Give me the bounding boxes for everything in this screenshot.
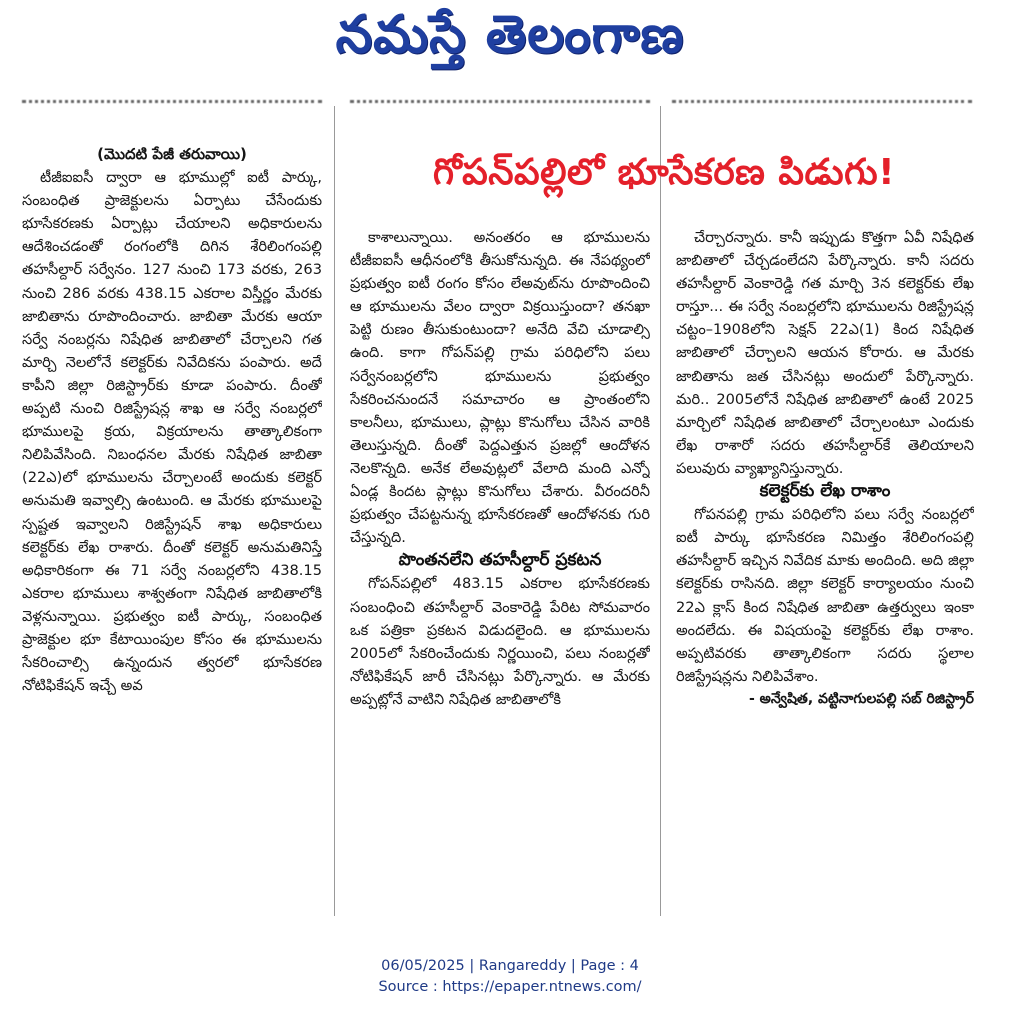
article-column-2 (350, 226, 650, 916)
clipped-text-row (22, 92, 322, 104)
column-divider (334, 106, 335, 916)
body-paragraph: కాశాలున్నాయి. అనంతరం ఆ భూములను టీజీఐఐసీ ఆధీనంలోకి తీసుకోనున్నది. ఈ నేపథ్యంలో ప్రభుత్వం ఐటీ రంగం కోసం లేఅవుట్‌ను రూపొందించి ఆ భూములను వేలం ద్వారా విక్రయిస్తుందా? తనఖా పెట్టి రుణం తీసుకుంటుందా? అనేది వేచి చూడాల్సి ఉంది. కాగా గోపన్‌పల్లి గ్రామ పరిధిలోని పలు సర్వేనంబర్లలోని భూములను ప్రభుత్వం సేకరించనుందనే సమాచారం ఆ ప్రాంతంలోని కాలనీలు, భూములు, ప్లాట్లు కొనుగోలు చేసిన వారికి తెలుస్తున్నది. దీంతో పెద్దఎత్తున ప్రజల్లో ఆందోళన నెలకొన్నది. అనేక లేఅవుట్లలో వేలాది మంది ఎన్నో ఏండ్ల కిందట ప్లాట్లు కొనుగోలు చేశారు. వీరందరినీ ప్రభుత్వం చేపట్టనున్న భూసేకరణతో ఆందోళనకు గురి చేస్తున్నది. (350, 229, 650, 547)
clipped-text-row (672, 92, 972, 104)
column-divider (660, 106, 661, 916)
article-column-1 (22, 143, 322, 913)
byline-signoff: - అన్వేషిత, వట్టినాగులపల్లి సబ్ రిజిస్ట్రార్ (748, 690, 974, 707)
subheading: కలెక్టర్‌కు లేఖ రాశాం (759, 481, 891, 502)
body-paragraph: గోపన్‌పల్లిలో 483.15 ఎకరాల భూసేకరణకు సంబంధించి తహసీల్దార్ వెంకారెడ్డి పేరిట సోమవారం ఒక పత్రికా ప్రకటన విడుదలైంది. ఆ భూములను 2005లో సేకరించేందుకు నిర్ణయించి, పలు నంబర్లతో నోటిఫికేషన్ జారీ చేసినట్లు పేర్కొన్నారు. ఆ మేరకు అప్పట్లోనే వాటిని నిషేధిత జాబితాలోకి (350, 575, 650, 708)
subheading: పొంతనలేని తహసీల్దార్ ప్రకటన (398, 550, 602, 571)
article-column-3 (676, 226, 974, 916)
newspaper-title: నమస్తే తెలంగాణ (335, 4, 685, 65)
clipped-text-row (350, 92, 650, 104)
body-paragraph: టీజీఐఐసీ ద్వారా ఆ భూముల్లో ఐటీ పార్కు, సంబంధిత ప్రాజెక్టులను ఏర్పాటు చేసేందుకు భూసేకరణకు ఏర్పాట్లు చేయాలని అధికారులను ఆదేశించడంతో రంగంలోకి దిగిన శేరిలింగంపల్లి తహసీల్దార్ సర్వేనం. 127 నుంచి 173 వరకు, 263 నుంచి 286 వరకు 438.15 ఎకరాల విస్తీర్ణం మేరకు జాబితాను రూపొందించారు. జాబితా మేరకు ఆయా సర్వే నంబర్లను నిషేధిత జాబితాలో చేర్చాలని గత మార్చి నెలలోనే కలెక్టర్‌కు నివేదికను పంపారు. అదే కాపీని జిల్లా రిజిస్ట్రార్‌కు కూడా పంపారు. దీంతో అప్పటి నుంచి రిజిస్ట్రేషన్ల శాఖ ఆ సర్వే నంబర్లలో భూములపై క్రయ, విక్రయాలను తాత్కాలికంగా నిలిపివేసింది. నిబంధనల మేరకు నిషేధిత జాబితా (22ఎ)లో భూములను చేర్చాలంటే అందుకు కలెక్టర్ అనుమతి ఇవ్వాల్సి ఉంటుంది. ఆ మేరకు భూములపై స్పష్టత ఇవ్వాలని రిజిస్ట్రేషన్ శాఖ అధికారులు కలెక్టర్‌కు లేఖ రాశారు. దీంతో కలెక్టర్ అనుమతినిస్తే అధికారికంగా ఈ 71 సర్వే నంబర్లలోని 438.15 ఎకరాల భూములు శాశ్వతంగా నిషేధిత జాబితాలోకి వెళ్లనున్నాయి. ప్రభుత్వం ఐటీ పార్కు, సంబంధిత ప్రాజెక్టుల భూ కేటాయింపుల కోసం ఈ భూములను సేకరించాల్సి ఉన్నందున త్వరలో భూసేకరణ నోటిఫికేషన్ ఇచ్చే అవ (22, 169, 322, 695)
source-link[interactable]: Source : https://epaper.ntnews.com/ (378, 979, 642, 995)
page-footer (0, 956, 1020, 998)
body-paragraph: చేర్చారన్నారు. కానీ ఇప్పుడు కొత్తగా ఏవీ నిషేధిత జాబితాలో చేర్చడంలేదని పేర్కొన్నారు. కానీ సదరు తహసీల్దార్ వెంకారెడ్డి గత మార్చి 3న కలెక్టర్‌కు లేఖ రాస్తూ... ఈ సర్వే నంబర్లలోని భూములను రిజిస్ట్రేషన్ల చట్టం–1908లోని సెక్షన్ 22ఎ(1) కింద నిషేధిత జాబితాలో చేర్చాలని ఆయన కోరారు. ఆ మేరకు జాబితాను జత చేసినట్లు అందులో పేర్కొన్నారు. మరి.. 2005లోనే నిషేధిత జాబితాలో ఉంటే 2025 మార్చిలో నిషేధిత జాబితాలో చేర్చాలంటూ ఎందుకు లేఖ రాశారో సదరు తహసీల్దార్‌కే తెలియాలని పలువురు వ్యాఖ్యానిస్తున్నారు. (676, 229, 974, 477)
body-paragraph: గోపనపల్లి గ్రామ పరిధిలోని పలు సర్వే నంబర్లలో ఐటీ పార్కు భూసేకరణ నిమిత్తం శేరిలింగంపల్లి తహసీల్దార్ ఇచ్చిన నివేదిక మాకు అందింది. అది జిల్లా కలెక్టర్‌కు రాసినది. జిల్లా కలెక్టర్ కార్యాలయం నుంచి 22ఎ క్లాస్ కింద నిషేధిత జాబితా ఉత్తర్వులు ఇంకా అందలేదు. ఈ విషయంపై కలెక్టర్‌కు లేఖ రాశాం. అప్పటివరకు తాత్కాలికంగా సదరు స్థలాల రిజిస్ట్రేషన్లను నిలిపివేశాం. (676, 506, 974, 685)
edition-info: 06/05/2025 | Rangareddy | Page : 4 (381, 958, 639, 974)
continuation-label: (మొదటి పేజీ తరువాయి) (97, 145, 247, 163)
article-headline: గోపన్‌పల్లిలో భూసేకరణ పిడుగు! (432, 152, 895, 193)
masthead (0, 0, 1020, 82)
